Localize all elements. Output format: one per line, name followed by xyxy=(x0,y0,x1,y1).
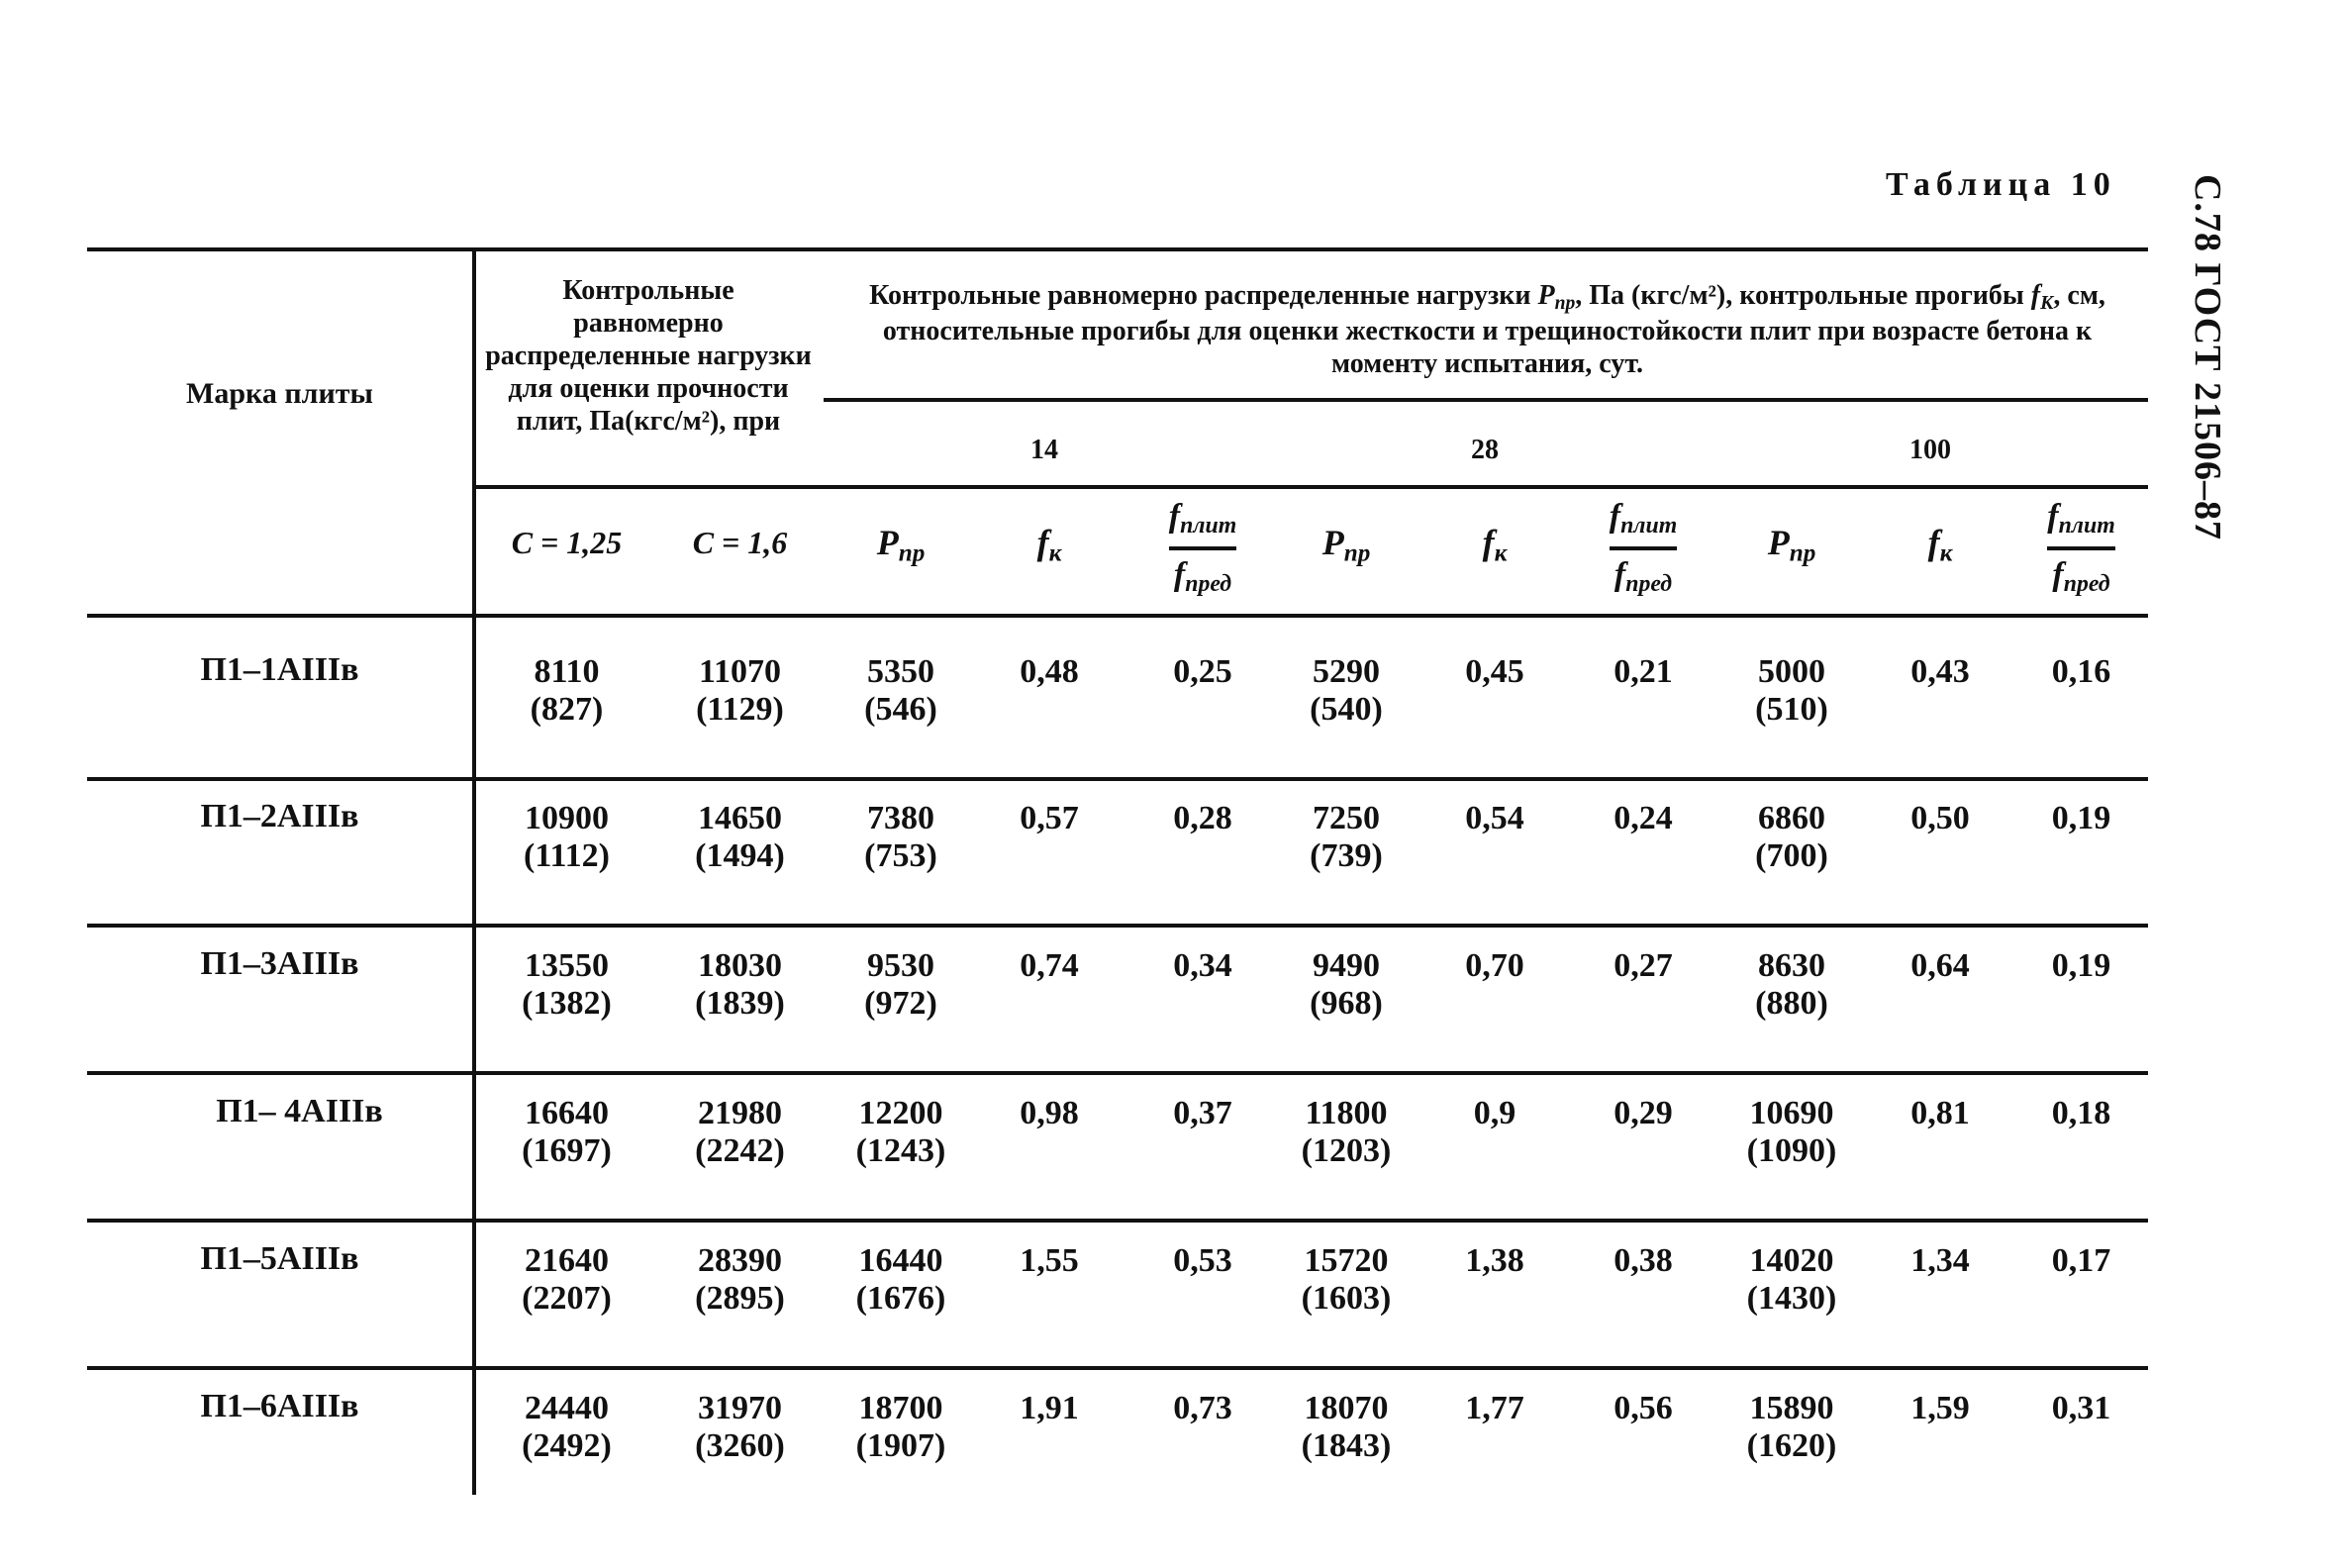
cell-load-c16 xyxy=(658,947,822,1023)
cell-value-kgf: (1430) xyxy=(1746,1280,1837,1318)
cell-p-28 xyxy=(1282,653,1411,729)
cell-value: 0,38 xyxy=(1614,1242,1673,1279)
cell-ratio-100 xyxy=(2014,1095,2148,1132)
cell-value-kgf: (1243) xyxy=(855,1132,946,1170)
cell-value-kgf: (546) xyxy=(864,691,937,729)
cell-mark: П1– 4АIIIв xyxy=(216,1093,383,1129)
cell-value: 10900 xyxy=(525,800,609,836)
cell-value-kgf: (2492) xyxy=(522,1427,612,1465)
rule-row-separator xyxy=(87,1366,2148,1370)
cell-mark: П1–6АIIIв xyxy=(200,1388,359,1424)
cell-value: 18700 xyxy=(858,1390,943,1426)
cell-fk-14 xyxy=(990,800,1109,837)
header-strength-loads: Контрольные равномерно распределенные нагрузки для оценки прочности плит, Па(кгс/м²), при xyxy=(485,275,812,438)
cell-value-kgf: (753) xyxy=(864,837,937,875)
cell-fk-14 xyxy=(990,653,1109,691)
subheader-c-125: C = 1,25 xyxy=(511,525,623,560)
cell-value-kgf: (1090) xyxy=(1746,1132,1837,1170)
cell-value: 0,28 xyxy=(1173,800,1232,836)
cell-value: 0,45 xyxy=(1465,653,1524,690)
cell-load-c16 xyxy=(658,800,822,875)
cell-load-c125 xyxy=(485,653,648,729)
cell-value: 0,48 xyxy=(1020,653,1079,690)
cell-value: 31970 xyxy=(698,1390,782,1426)
cell-p-28 xyxy=(1282,1242,1411,1318)
cell-value-kgf: (1112) xyxy=(524,837,610,875)
cell-p-100 xyxy=(1727,653,1856,729)
cell-value: 0,54 xyxy=(1465,800,1524,836)
cell-ratio-14 xyxy=(1138,947,1267,985)
cell-value-kgf: (1203) xyxy=(1301,1132,1392,1170)
cell-value: 1,59 xyxy=(1910,1390,1970,1426)
cell-value-kgf: (1697) xyxy=(522,1132,612,1170)
cell-value: 16640 xyxy=(525,1095,609,1131)
cell-value: 0,29 xyxy=(1614,1095,1673,1131)
cell-value: 5350 xyxy=(867,653,934,690)
cell-p-14 xyxy=(836,1095,965,1170)
cell-load-c16 xyxy=(658,1390,822,1465)
subheader-c-16: C = 1,6 xyxy=(692,525,788,560)
cell-value: 0,19 xyxy=(2051,947,2111,984)
cell-value-kgf: (2207) xyxy=(522,1280,612,1318)
cell-value: 0,57 xyxy=(1020,800,1079,836)
cell-value-kgf: (1907) xyxy=(855,1427,946,1465)
cell-value-kgf: (2242) xyxy=(695,1132,785,1170)
cell-value: 0,37 xyxy=(1173,1095,1232,1131)
cell-value-kgf: (880) xyxy=(1755,985,1828,1023)
cell-ratio-100 xyxy=(2014,1242,2148,1280)
subheader-ratio-28: $\frac{f_{плит}}{f_{пред}}$ xyxy=(1609,498,1678,597)
cell-fk-28 xyxy=(1435,653,1554,691)
cell-ratio-14 xyxy=(1138,653,1267,691)
cell-value-kgf: (3260) xyxy=(695,1427,785,1465)
cell-value: 11800 xyxy=(1305,1095,1388,1131)
cell-value: 15890 xyxy=(1749,1390,1834,1426)
cell-value-kgf: (1382) xyxy=(522,985,612,1023)
cell-value: 1,55 xyxy=(1020,1242,1079,1279)
cell-ratio-14 xyxy=(1138,1095,1267,1132)
cell-p-100 xyxy=(1727,947,1856,1023)
cell-load-c16 xyxy=(658,653,822,729)
cell-p-14 xyxy=(836,1390,965,1465)
cell-value-kgf: (1494) xyxy=(695,837,785,875)
cell-p-28 xyxy=(1282,947,1411,1023)
cell-p-28 xyxy=(1282,1095,1411,1170)
cell-ratio-100 xyxy=(2014,947,2148,985)
cell-value-kgf: (1676) xyxy=(855,1280,946,1318)
cell-value-kgf: (540) xyxy=(1310,691,1383,729)
cell-fk-14 xyxy=(990,1095,1109,1132)
age-label-28: 28 xyxy=(1471,435,1499,465)
cell-p-100 xyxy=(1727,800,1856,875)
rule-row-separator xyxy=(87,924,2148,928)
cell-fk-28 xyxy=(1435,1095,1554,1132)
cell-ratio-28 xyxy=(1574,1390,1712,1427)
cell-value: 8110 xyxy=(534,653,600,690)
cell-fk-28 xyxy=(1435,1390,1554,1427)
cell-value: 21640 xyxy=(525,1242,609,1279)
rule-vertical xyxy=(472,247,476,1495)
cell-fk-100 xyxy=(1881,1390,2000,1427)
cell-value: 5000 xyxy=(1758,653,1825,690)
cell-value-kgf: (968) xyxy=(1310,985,1383,1023)
cell-fk-14 xyxy=(990,947,1109,985)
cell-value: 0,9 xyxy=(1473,1095,1516,1131)
cell-value: 24440 xyxy=(525,1390,609,1426)
cell-value: 13550 xyxy=(525,947,609,984)
cell-p-14 xyxy=(836,800,965,875)
subheader-p-100: $P_{пр}$ xyxy=(1767,523,1816,567)
cell-mark: П1–2АIIIв xyxy=(200,798,359,834)
cell-value: 5290 xyxy=(1313,653,1380,690)
subheader-ratio-14: $\frac{f_{плит}}{f_{пред}}$ xyxy=(1168,498,1237,597)
cell-value: 18070 xyxy=(1304,1390,1389,1426)
cell-ratio-28 xyxy=(1574,1095,1712,1132)
cell-mark: П1–5АIIIв xyxy=(200,1240,359,1277)
cell-value-kgf: (700) xyxy=(1755,837,1828,875)
cell-value-kgf: (827) xyxy=(530,691,604,729)
cell-value-kgf: (1843) xyxy=(1301,1427,1392,1465)
cell-value: 11070 xyxy=(698,653,782,690)
cell-value-kgf: (1839) xyxy=(695,985,785,1023)
cell-value: 0,19 xyxy=(2051,800,2111,836)
cell-value: 0,16 xyxy=(2051,653,2111,690)
cell-ratio-14 xyxy=(1138,1390,1267,1427)
cell-value: 0,64 xyxy=(1910,947,1970,984)
cell-p-100 xyxy=(1727,1390,1856,1465)
cell-value: 0,34 xyxy=(1173,947,1232,984)
subheader-p-28: $P_{пр}$ xyxy=(1321,523,1371,567)
cell-value-kgf: (972) xyxy=(864,985,937,1023)
cell-value: 1,38 xyxy=(1465,1242,1524,1279)
side-page-header: С.78 ГОСТ 21506–87 xyxy=(2187,174,2228,540)
cell-ratio-100 xyxy=(2014,1390,2148,1427)
cell-ratio-28 xyxy=(1574,653,1712,691)
cell-fk-100 xyxy=(1881,800,2000,837)
cell-p-14 xyxy=(836,947,965,1023)
cell-value: 0,17 xyxy=(2051,1242,2111,1279)
cell-value: 21980 xyxy=(698,1095,782,1131)
cell-ratio-100 xyxy=(2014,653,2148,691)
cell-value: 14020 xyxy=(1749,1242,1834,1279)
cell-load-c125 xyxy=(485,1390,648,1465)
cell-load-c125 xyxy=(485,1242,648,1318)
header-main-loads: Контрольные равномерно распределенные нагрузки $P_{пр}$, Па (кгс/м²), контрольные прогибы $f_К$, см, относительные прогибы для оценки жесткости и трещиностойкости плит при возрасте бетона к моменту испытания, сут. xyxy=(869,280,2105,380)
cell-load-c16 xyxy=(658,1095,822,1170)
cell-value-kgf: (2895) xyxy=(695,1280,785,1318)
cell-load-c125 xyxy=(485,800,648,875)
cell-value: 7250 xyxy=(1313,800,1380,836)
cell-load-c125 xyxy=(485,947,648,1023)
cell-value: 0,56 xyxy=(1614,1390,1673,1426)
subheader-fk-100: $f_к$ xyxy=(1927,523,1953,567)
cell-ratio-28 xyxy=(1574,947,1712,985)
table-title: Таблица 10 xyxy=(1886,166,2116,203)
cell-value: 0,21 xyxy=(1614,653,1673,690)
cell-value: 0,24 xyxy=(1614,800,1673,836)
cell-value: 0,73 xyxy=(1173,1390,1232,1426)
cell-value: 1,34 xyxy=(1910,1242,1970,1279)
cell-ratio-14 xyxy=(1138,800,1267,837)
cell-value-kgf: (1603) xyxy=(1301,1280,1392,1318)
subheader-ratio-100: $\frac{f_{плит}}{f_{пред}}$ xyxy=(2047,498,2115,597)
cell-p-28 xyxy=(1282,1390,1411,1465)
cell-value: 0,81 xyxy=(1910,1095,1970,1131)
cell-mark: П1–1АIIIв xyxy=(200,651,359,688)
cell-fk-100 xyxy=(1881,1242,2000,1280)
cell-ratio-14 xyxy=(1138,1242,1267,1280)
subheader-fk-28: $f_к$ xyxy=(1482,523,1508,567)
cell-fk-100 xyxy=(1881,653,2000,691)
cell-p-100 xyxy=(1727,1242,1856,1318)
cell-value: 1,91 xyxy=(1020,1390,1079,1426)
rule-age-top xyxy=(824,398,2148,402)
cell-mark: П1–3АIIIв xyxy=(200,945,359,982)
cell-value: 0,53 xyxy=(1173,1242,1232,1279)
cell-value: 18030 xyxy=(698,947,782,984)
cell-fk-14 xyxy=(990,1242,1109,1280)
cell-value: 9490 xyxy=(1313,947,1380,984)
cell-value: 12200 xyxy=(858,1095,943,1131)
cell-value: 8630 xyxy=(1758,947,1825,984)
cell-load-c16 xyxy=(658,1242,822,1318)
header-mark-plate: Марка плиты xyxy=(186,377,373,410)
cell-p-28 xyxy=(1282,800,1411,875)
cell-value: 0,98 xyxy=(1020,1095,1079,1131)
cell-value-kgf: (1620) xyxy=(1746,1427,1837,1465)
age-label-100: 100 xyxy=(1909,435,1951,465)
cell-value: 0,27 xyxy=(1614,947,1673,984)
cell-value: 0,50 xyxy=(1910,800,1970,836)
cell-value: 0,74 xyxy=(1020,947,1079,984)
cell-value: 15720 xyxy=(1304,1242,1389,1279)
cell-value: 6860 xyxy=(1758,800,1825,836)
age-label-14: 14 xyxy=(1030,435,1058,465)
rule-subheader-top xyxy=(476,485,2148,489)
cell-p-100 xyxy=(1727,1095,1856,1170)
cell-p-14 xyxy=(836,1242,965,1318)
cell-value: 7380 xyxy=(867,800,934,836)
subheader-fk-14: $f_к$ xyxy=(1036,523,1062,567)
cell-fk-100 xyxy=(1881,1095,2000,1132)
cell-value: 0,25 xyxy=(1173,653,1232,690)
cell-value: 0,43 xyxy=(1910,653,1970,690)
cell-value: 0,18 xyxy=(2051,1095,2111,1131)
cell-fk-28 xyxy=(1435,1242,1554,1280)
cell-value: 10690 xyxy=(1749,1095,1834,1131)
rule-row-separator xyxy=(87,777,2148,781)
cell-value-kgf: (510) xyxy=(1755,691,1828,729)
rule-row-separator xyxy=(87,1219,2148,1223)
cell-value: 1,77 xyxy=(1465,1390,1524,1426)
subheader-p-14: $P_{пр}$ xyxy=(876,523,926,567)
cell-value: 14650 xyxy=(698,800,782,836)
cell-value: 0,31 xyxy=(2051,1390,2111,1426)
cell-ratio-28 xyxy=(1574,1242,1712,1280)
cell-fk-28 xyxy=(1435,947,1554,985)
cell-ratio-100 xyxy=(2014,800,2148,837)
cell-value: 16440 xyxy=(858,1242,943,1279)
cell-value: 0,70 xyxy=(1465,947,1524,984)
rule-top xyxy=(87,247,2148,251)
cell-value-kgf: (1129) xyxy=(696,691,784,729)
cell-p-14 xyxy=(836,653,965,729)
cell-fk-14 xyxy=(990,1390,1109,1427)
rule-header-bottom xyxy=(87,614,2148,618)
cell-load-c125 xyxy=(485,1095,648,1170)
cell-fk-100 xyxy=(1881,947,2000,985)
cell-ratio-28 xyxy=(1574,800,1712,837)
cell-value: 9530 xyxy=(867,947,934,984)
cell-value-kgf: (739) xyxy=(1310,837,1383,875)
cell-fk-28 xyxy=(1435,800,1554,837)
cell-value: 28390 xyxy=(698,1242,782,1279)
rule-row-separator xyxy=(87,1071,2148,1075)
